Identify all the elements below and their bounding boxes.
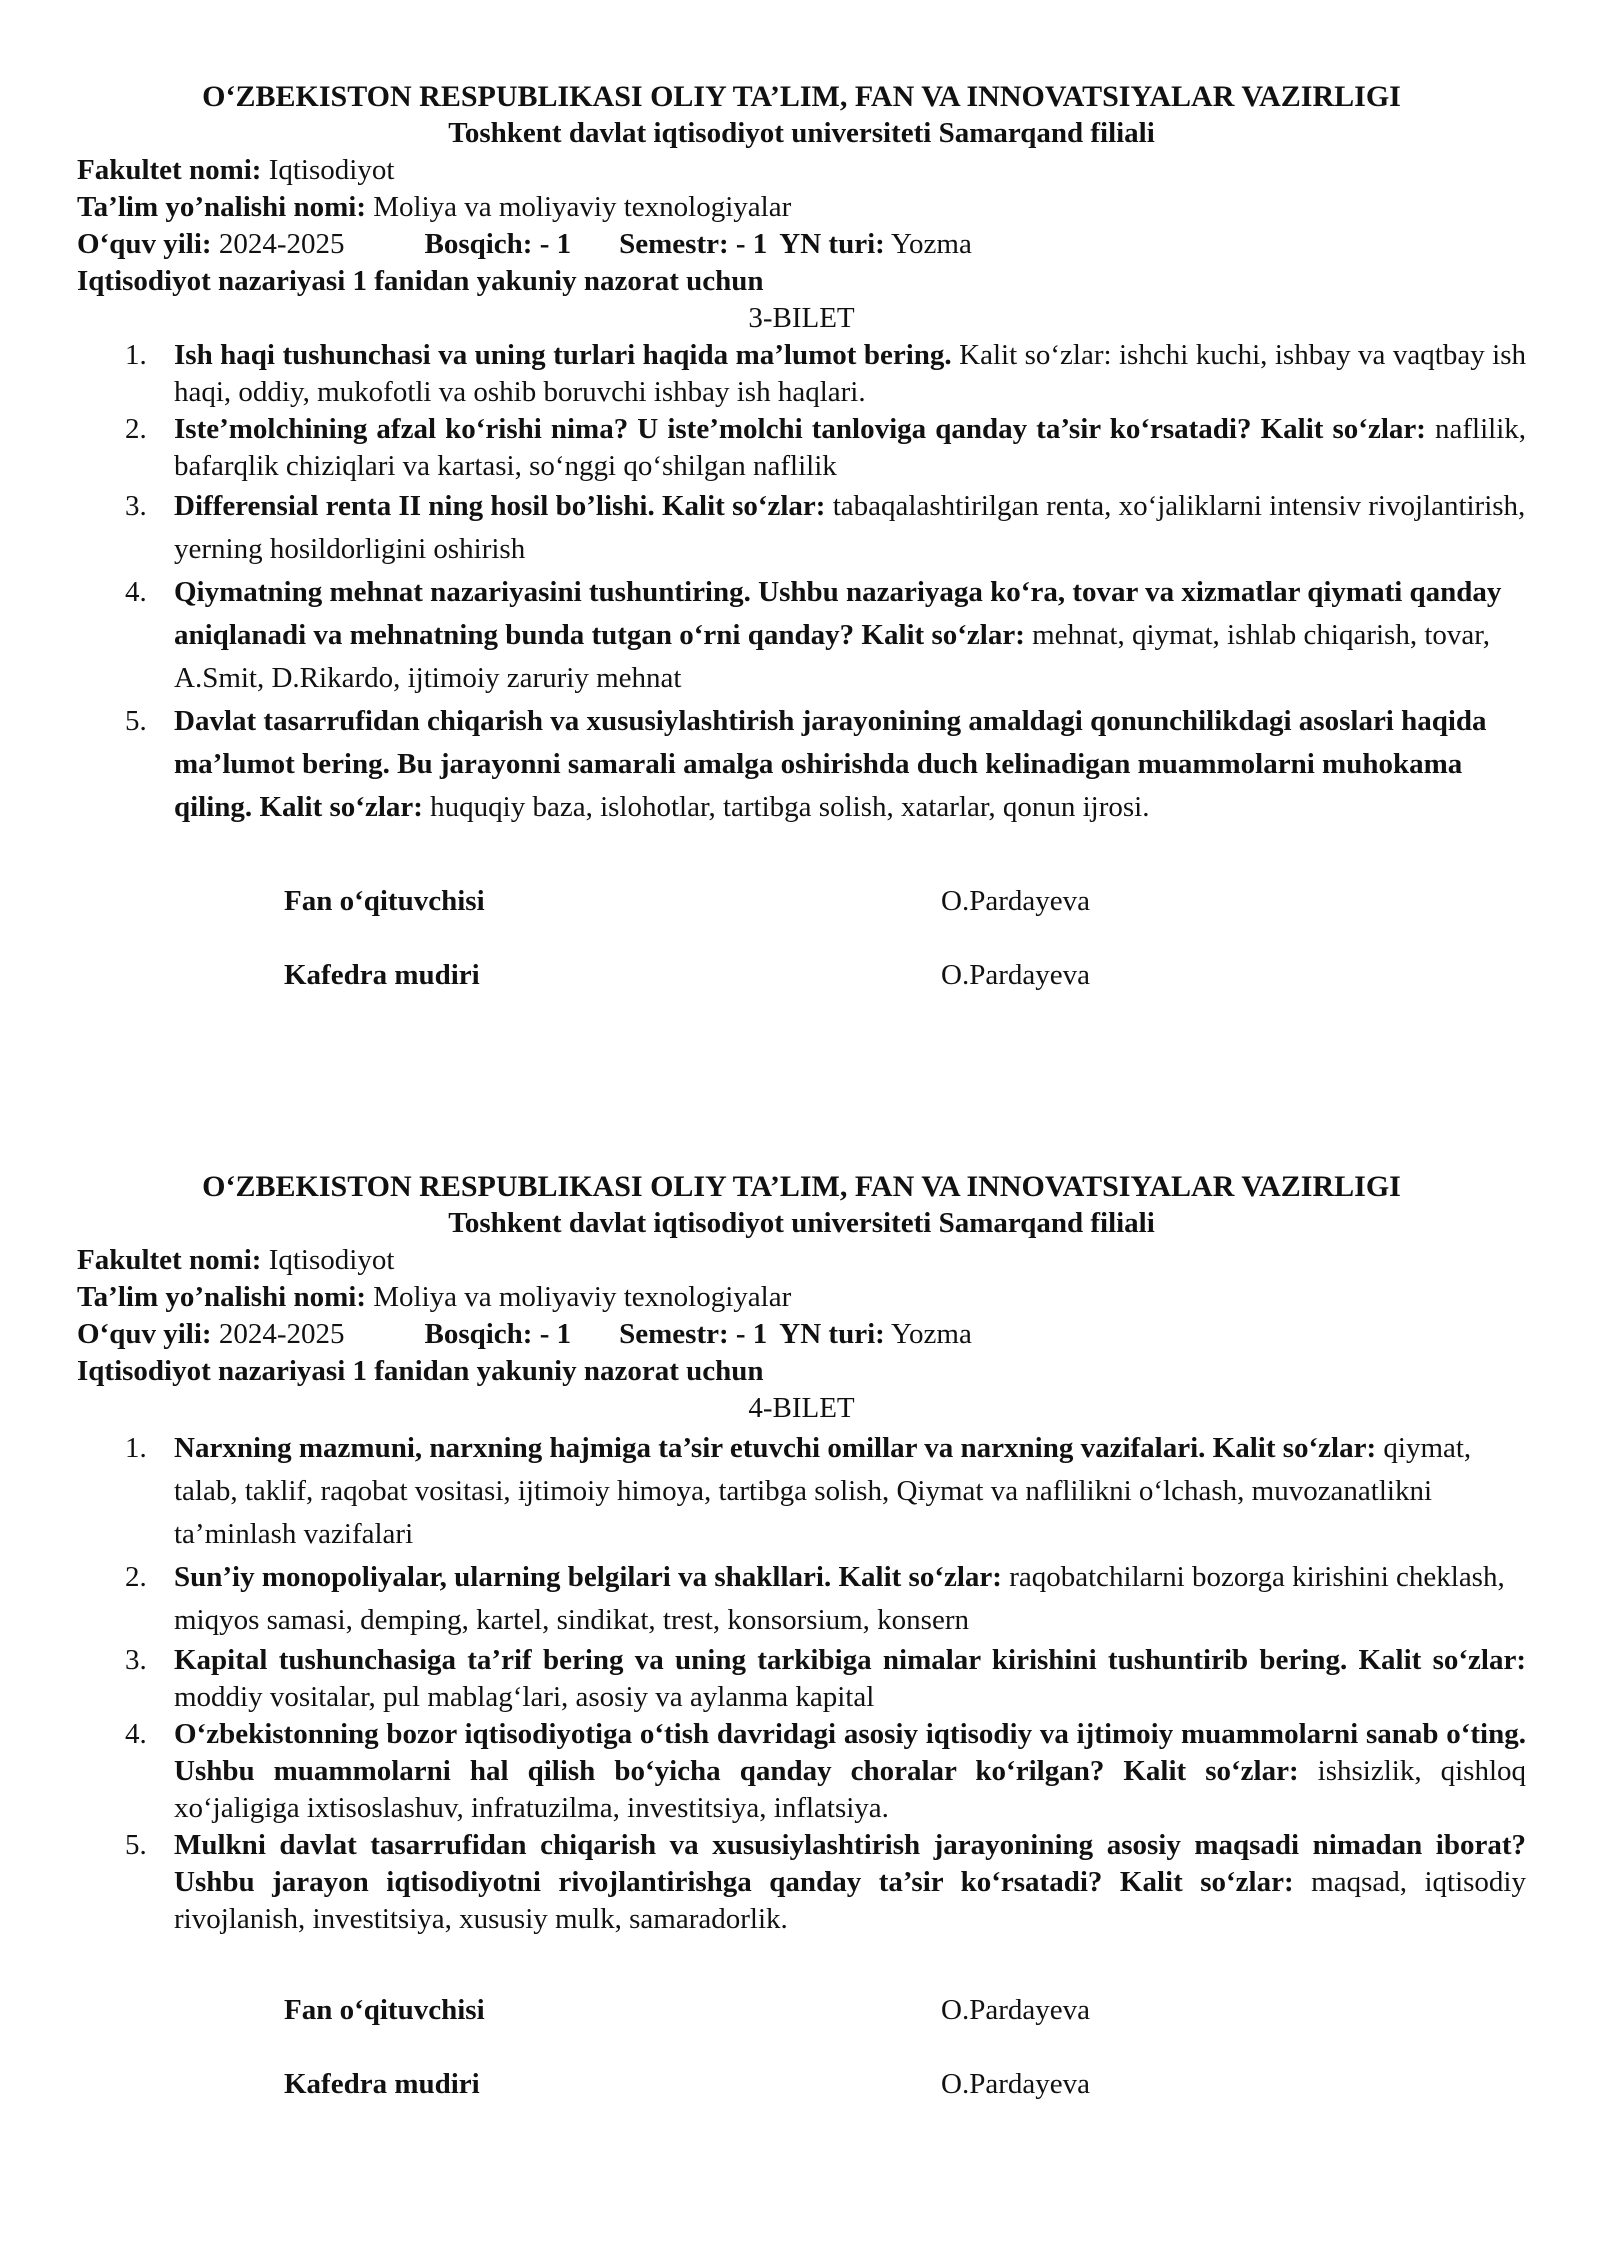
signature-row (77, 883, 1526, 957)
keywords-text: maqsad, iqtisodiy rivojlanish, investitsiya, xususiy mulk, samaradorlik. (174, 1866, 1526, 1935)
keywords-text: qiymat, talab, taklif, raqobat vositasi, ijtimoiy himoya, tartibga solish, Qiymat va naflilikni o‘lchash, muvozanatlikni ta’minlash vazifalari (174, 1432, 1472, 1550)
question-number: 5. (125, 705, 147, 737)
faculty-line (77, 1242, 1526, 1279)
keywords-label: Kalit so‘zlar: (1104, 1755, 1299, 1787)
signature-name: O.Pardayeva (941, 2068, 1090, 2100)
stage-label: Bosqich: - 1 (424, 1318, 572, 1350)
question-text: Qiymatning mehnat nazariyasini tushuntiring. Ushbu nazariyaga ko‘ra, tovar va xizmatlar qiymati qanday aniqlanadi va mehnatning bunda tutgan o‘rni qanday? (174, 576, 1502, 651)
type-value: Yozma (884, 1318, 972, 1350)
question-number: 5. (125, 1829, 147, 1861)
signature-row (77, 2066, 1526, 2140)
year-line (77, 226, 1526, 263)
keywords-text: moddiy vositalar, pul mablag‘lari, asosiy va aylanma kapital (174, 1681, 875, 1713)
question-number: 3. (125, 490, 147, 522)
signature-role: Kafedra mudiri (284, 959, 480, 991)
keywords-label: Kalit so‘zlar: (1205, 1432, 1377, 1464)
exam-ticket (77, 1168, 1526, 2140)
direction-value: Moliya va moliyaviy texnologiyalar (365, 1281, 792, 1313)
question-text: Sun’iy monopoliyalar, ularning belgilari va shakllari. (174, 1561, 832, 1593)
question-text: Iste’molchining afzal ko‘rishi nima? U iste’molchi tanloviga qanday ta’sir ko‘rsatadi? (174, 413, 1252, 445)
subject-line (77, 1353, 1526, 1390)
ministry-title: O‘ZBEKISTON RESPUBLIKASI OLIY TA’LIM, FAN VA INNOVATSIYALAR VAZIRLIGI (202, 80, 1401, 113)
year-value: 2024-2025 (211, 1318, 345, 1350)
subject-title: Iqtisodiyot nazariyasi 1 fanidan yakuniy nazorat uchun (77, 1355, 764, 1387)
question-number: 2. (125, 1561, 147, 1593)
direction-line (77, 1279, 1526, 1316)
question-item (77, 1427, 1526, 1556)
question-number: 4. (125, 576, 147, 608)
signature-name: O.Pardayeva (941, 1994, 1090, 2026)
keywords-label: Kalit so‘zlar: (654, 490, 826, 522)
keywords-label: Kalit so‘zlar: (831, 1561, 1002, 1593)
question-item (77, 337, 1526, 411)
question-list (77, 337, 1526, 829)
question-text: O‘zbekistonning bozor iqtisodiyotiga o‘tish davridagi asosiy iqtisodiy va ijtimoiy muammolarni sanab o‘ting. Ushbu muammolarni hal qilish bo‘yicha qanday choralar ko‘rilgan? (174, 1718, 1526, 1787)
keywords-text: naflilik, bafarqlik chiziqlari va kartasi, so‘nggi qo‘shilgan naflilik (174, 413, 1527, 482)
question-item (77, 1716, 1526, 1827)
semester-label: Semestr: - 1 (619, 1318, 768, 1350)
question-text: Narxning mazmuni, narxning hajmiga ta’sir etuvchi omillar va narxning vazifalari. (174, 1432, 1206, 1464)
direction-line (77, 189, 1526, 226)
semester-label: Semestr: - 1 (619, 228, 768, 260)
subject-title: Iqtisodiyot nazariyasi 1 fanidan yakuniy nazorat uchun (77, 265, 764, 297)
signature-row (77, 957, 1526, 1031)
question-text: Ish haqi tushunchasi va uning turlari haqida ma’lumot bering. (174, 339, 952, 371)
faculty-line (77, 152, 1526, 189)
keywords-label: Kalit so‘zlar: (1251, 413, 1426, 445)
keywords-text: huquqiy baza, islohotlar, tartibga solish, xatarlar, qonun ijrosi. (422, 791, 1150, 823)
exam-ticket (77, 78, 1526, 1031)
university-title: Toshkent davlat iqtisodiyot universiteti Samarqand filiali (448, 1207, 1155, 1239)
faculty-value: Iqtisodiyot (261, 1244, 395, 1276)
ticket-header (77, 78, 1526, 152)
stage-label: Bosqich: - 1 (424, 228, 572, 260)
question-number: 3. (125, 1644, 147, 1676)
keywords-text: raqobatchilarni bozorga kirishini cheklash, miqyos samasi, demping, kartel, sindikat, trest, konsorsium, konsern (174, 1561, 1505, 1636)
question-text: Mulkni davlat tasarrufidan chiqarish va xususiylashtirish jarayonining asosiy maqsadi nimadan iborat? Ushbu jarayon iqtisodiyotni rivojlantirishga qanday ta’sir ko‘rsatadi? (174, 1829, 1526, 1898)
question-item (77, 1827, 1526, 1938)
question-number: 1. (125, 1432, 147, 1464)
faculty-label: Fakultet nomi: (77, 154, 262, 186)
signature-role: Fan o‘qituvchisi (284, 885, 485, 917)
question-number: 1. (125, 339, 147, 371)
direction-value: Moliya va moliyaviy texnologiyalar (365, 191, 792, 223)
question-list (77, 1427, 1526, 1938)
ministry-title: O‘ZBEKISTON RESPUBLIKASI OLIY TA’LIM, FAN VA INNOVATSIYALAR VAZIRLIGI (202, 1170, 1401, 1203)
year-label: O‘quv yili: (77, 1318, 212, 1350)
faculty-value: Iqtisodiyot (261, 154, 395, 186)
type-value: Yozma (884, 228, 972, 260)
subject-line (77, 263, 1526, 300)
keywords-text: tabaqalashtirilgan renta, xo‘jaliklarni intensiv rivojlantirish, yerning hosildorligini oshirish (174, 490, 1526, 565)
keywords-text: mehnat, qiymat, ishlab chiqarish, tovar, A.Smit, D.Rikardo, ijtimoiy zaruriy mehnat (174, 619, 1491, 694)
question-number: 4. (125, 1718, 147, 1750)
question-item (77, 571, 1526, 700)
university-title: Toshkent davlat iqtisodiyot universiteti Samarqand filiali (448, 117, 1155, 149)
question-item (77, 1642, 1526, 1716)
keywords-label: Kalit so‘zlar: (1347, 1644, 1526, 1676)
year-label: O‘quv yili: (77, 228, 212, 260)
signature-role: Fan o‘qituvchisi (284, 1994, 485, 2026)
signature-name: O.Pardayeva (941, 885, 1090, 917)
signature-name: O.Pardayeva (941, 959, 1090, 991)
question-item (77, 700, 1526, 829)
keywords-text: Kalit so‘zlar: ishchi kuchi, ishbay va vaqtbay ish haqi, oddiy, mukofotli va oshib boruvchi ishbay ish haqlari. (174, 339, 1526, 408)
question-text: Kapital tushunchasiga ta’rif bering va uning tarkibiga nimalar kirishini tushuntirib bering. (174, 1644, 1348, 1676)
question-number: 2. (125, 413, 147, 445)
year-line (77, 1316, 1526, 1353)
ticket-number: 3-BILET (748, 302, 855, 334)
question-text: Davlat tasarrufidan chiqarish va xususiylashtirish jarayonining amaldagi qonunchilikdagi asoslari haqida ma’lumot bering. Bu jarayonni samarali amalga oshirishda duch kelinadigan muammolarni muhokama qiling. (174, 705, 1487, 823)
ticket-number: 4-BILET (748, 1392, 855, 1424)
direction-label: Ta’lim yo’nalishi nomi: (77, 191, 366, 223)
signature-row (77, 1992, 1526, 2066)
keywords-text: ishsizlik, qishloq xo‘jaligiga ixtisoslashuv, infratuzilma, investitsiya, inflatsiya. (174, 1755, 1527, 1824)
question-item (77, 485, 1526, 571)
type-label: YN turi: (779, 228, 885, 260)
keywords-label: Kalit so‘zlar: (252, 791, 423, 823)
type-label: YN turi: (779, 1318, 885, 1350)
keywords-label: Kalit so‘zlar: (1102, 1866, 1294, 1898)
signature-role: Kafedra mudiri (284, 2068, 480, 2100)
question-item (77, 1556, 1526, 1642)
ticket-header (77, 1168, 1526, 1242)
question-text: Differensial renta II ning hosil bo’lishi. (174, 490, 655, 522)
keywords-label: Kalit so‘zlar: (854, 619, 1025, 651)
faculty-label: Fakultet nomi: (77, 1244, 262, 1276)
year-value: 2024-2025 (211, 228, 345, 260)
direction-label: Ta’lim yo’nalishi nomi: (77, 1281, 366, 1313)
question-item (77, 411, 1526, 485)
